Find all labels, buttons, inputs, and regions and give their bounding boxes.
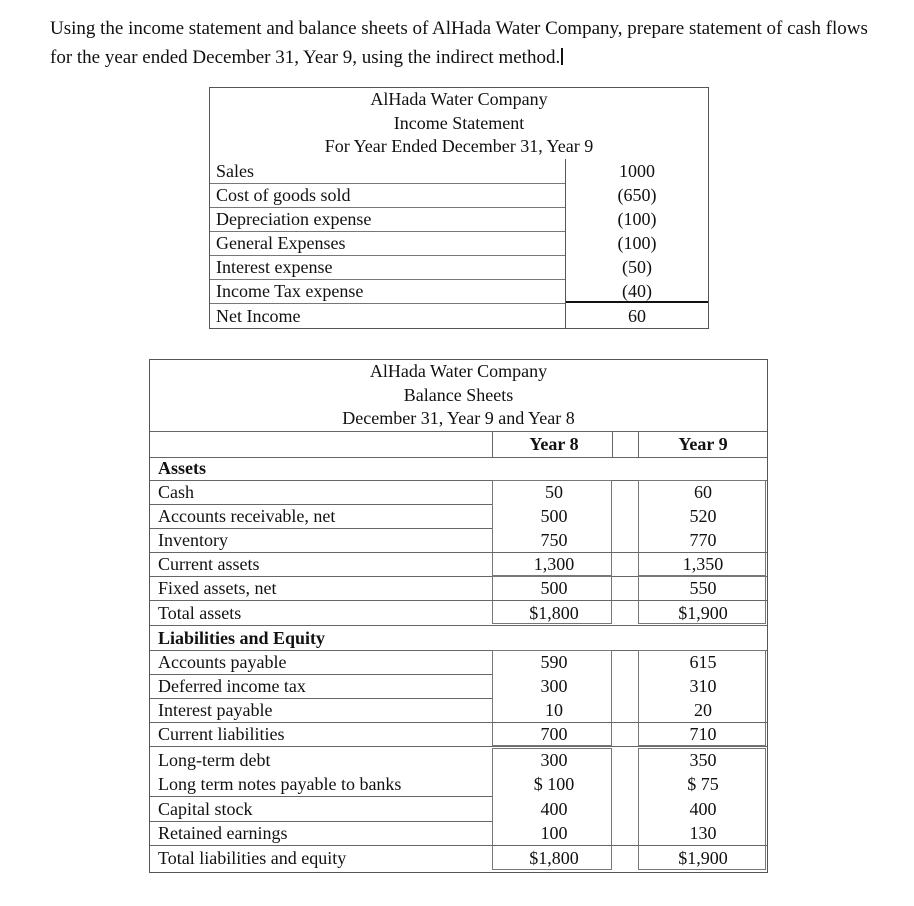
column-header-year9: Year 9 [678, 434, 728, 454]
income-statement-table [209, 87, 709, 329]
balance-row-year9: 350 [689, 750, 717, 770]
income-row-value: 60 [628, 306, 646, 326]
total-underline [566, 301, 708, 303]
balance-row-label: Total liabilities and equity [158, 848, 347, 868]
balance-row-year9: 520 [689, 506, 717, 526]
income-row [210, 183, 708, 207]
balance-row-year9: 20 [694, 700, 712, 720]
balance-row-year9: 130 [689, 823, 717, 843]
balance-row-year9: $1,900 [678, 848, 728, 868]
balance-row-label: Accounts receivable, net [158, 506, 336, 526]
balance-row-label: Total assets [158, 603, 242, 623]
col-divider [638, 431, 639, 457]
header-bottom-rule [150, 457, 767, 458]
balance-sheet-period: December 31, Year 9 and Year 8 [342, 408, 575, 428]
income-row-value: 1000 [619, 161, 655, 181]
income-row [210, 279, 708, 303]
income-row [210, 255, 708, 279]
balance-row-year9: 60 [694, 482, 712, 502]
col-divider [492, 431, 493, 457]
section-liabilities: Liabilities and Equity [158, 628, 326, 648]
balance-row-label: Retained earnings [158, 823, 288, 843]
balance-row-year9: 400 [689, 799, 717, 819]
balance-row-label: Long term notes payable to banks [158, 774, 402, 794]
income-statement-title: Income Statement [393, 113, 525, 133]
income-row-label: General Expenses [216, 233, 346, 253]
balance-row-label: Capital stock [158, 799, 253, 819]
balance-row-year8: 1,300 [533, 554, 575, 574]
balance-row-year8: 300 [540, 750, 568, 770]
income-statement-company: AlHada Water Company [370, 89, 548, 109]
balance-row-year9: 1,350 [682, 554, 724, 574]
income-row-label: Interest expense [216, 257, 333, 277]
income-row-label: Net Income [216, 306, 301, 326]
balance-row-year9: 550 [689, 578, 717, 598]
balance-row-label: Interest payable [158, 700, 273, 720]
section-assets: Assets [158, 458, 206, 478]
income-row [210, 231, 708, 255]
balance-row-year9: 310 [689, 676, 717, 696]
income-row-value: (40) [622, 281, 652, 301]
income-row-label: Sales [216, 161, 254, 181]
balance-row-label: Long-term debt [158, 750, 271, 770]
income-row-net [210, 304, 708, 328]
balance-row-year8: 700 [540, 724, 568, 744]
balance-row-label: Deferred income tax [158, 676, 306, 696]
text-cursor[interactable] [561, 48, 563, 65]
balance-row-year9: $ 75 [687, 774, 719, 794]
balance-sheet-company: AlHada Water Company [369, 361, 548, 381]
balance-row-year8: $1,800 [529, 603, 579, 623]
balance-row-label: Cash [158, 482, 194, 502]
balance-row-year8: 500 [540, 578, 568, 598]
balance-row-label: Accounts payable [158, 652, 287, 672]
balance-row-year8: 300 [540, 676, 568, 696]
balance-row-label: Fixed assets, net [158, 578, 277, 598]
balance-row-year8: 10 [545, 700, 563, 720]
row-divider [150, 746, 767, 747]
income-row-value: (100) [617, 233, 657, 253]
problem-statement [50, 14, 880, 72]
income-row-label: Income Tax expense [216, 281, 364, 301]
balance-sheet-table [149, 359, 768, 873]
income-row-value: (50) [622, 257, 652, 277]
balance-row-year8: $1,800 [529, 848, 579, 868]
balance-row-label: Inventory [158, 530, 228, 550]
balance-row-year9: 710 [689, 724, 717, 744]
income-row-value: (650) [617, 185, 657, 205]
problem-text: Using the income statement and balance sheets of AlHada Water Company, prepare statement of cash flows for the year ended December 31, Year 9, using the indirect method. [50, 18, 868, 68]
income-row-label: Cost of goods sold [216, 185, 351, 205]
balance-row-year8: 400 [540, 799, 568, 819]
balance-row-year8: 500 [540, 506, 568, 526]
income-statement-period: For Year Ended December 31, Year 9 [324, 136, 594, 156]
balance-row-year8: 590 [540, 652, 568, 672]
income-row-label: Depreciation expense [216, 209, 372, 229]
column-header-year8: Year 8 [529, 434, 579, 454]
balance-sheet-title: Balance Sheets [403, 385, 514, 405]
balance-row-year8: 100 [540, 823, 568, 843]
income-row-value: (100) [617, 209, 657, 229]
balance-row-year9: 615 [689, 652, 717, 672]
balance-row-label: Current assets [158, 554, 260, 574]
balance-row-year8: 50 [545, 482, 563, 502]
income-row [210, 159, 708, 183]
balance-row-label: Current liabilities [158, 724, 285, 744]
balance-row-year9: 770 [689, 530, 717, 550]
balance-row-year9: $1,900 [678, 603, 728, 623]
balance-row-year8: 750 [540, 530, 568, 550]
balance-row-year8: $ 100 [533, 774, 575, 794]
income-row [210, 207, 708, 231]
